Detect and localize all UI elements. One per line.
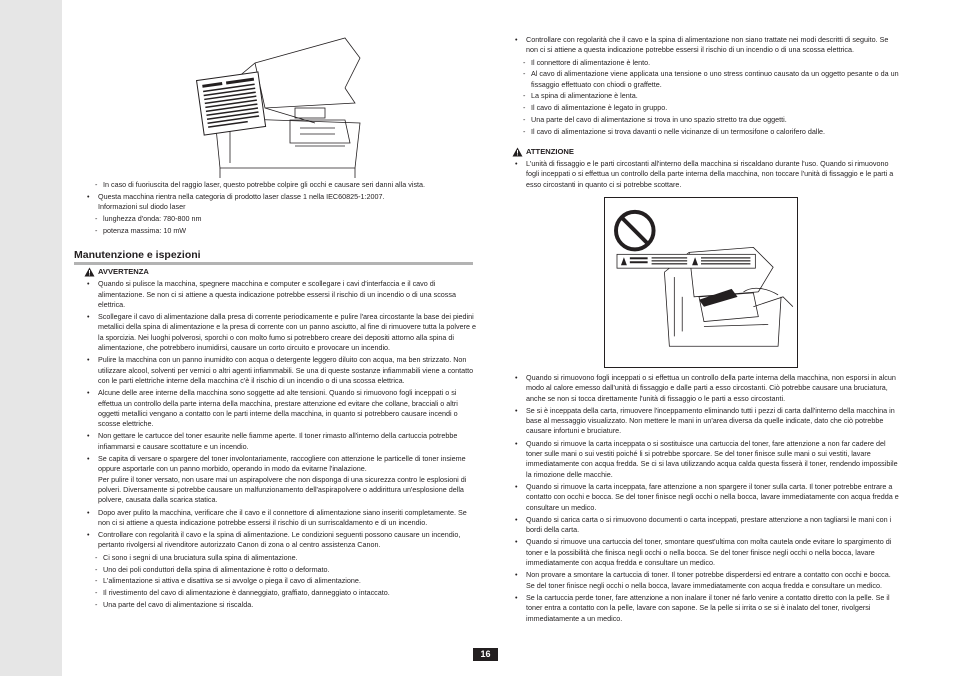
section-title: Manutenzione e ispezioni <box>74 249 473 265</box>
page-number: 16 <box>473 648 498 661</box>
condition-item: - La spina di alimentazione è lenta. <box>512 91 900 101</box>
list-item: • Controllare con regolarità che il cavo e la spina di alimentazione non siano trattate nei modi descritti di seguito. Se non ci si attiene a questa indicazione potrebbe essersi il rischio di un incendio o di una scossa elettrica. <box>512 35 900 56</box>
condition-item: - Il rivestimento del cavo di alimentazione è danneggiato, graffiato, danneggiato o intaccato. <box>84 588 476 598</box>
condition-item: - Al cavo di alimentazione viene applicata una tensione o uno stress continuo causato da un oggetto pesante o da un fissaggio effettuato con chiodi o graffette. <box>512 69 900 90</box>
laser-info-sub: - In caso di fuoriuscita del raggio laser, questo potrebbe colpire gli occhi e causare seri danni alla vista. <box>84 180 474 190</box>
condition-item: - Il cavo di alimentazione è legato in gruppo. <box>512 103 900 113</box>
cable-check-list <box>512 35 900 137</box>
warning-triangle-icon <box>84 267 95 277</box>
condition-item: - Una parte del cavo di alimentazione si riscalda. <box>84 600 476 610</box>
laser-power: - potenza massima: 10 mW <box>84 226 474 236</box>
condition-item: - Il cavo di alimentazione si trova davanti o nelle vicinanze di un termosifone o calorifero dalle. <box>512 127 900 137</box>
list-item: • Quando si rimuovono fogli inceppati o si effettua un controllo della parte interna della macchina, non esporsi in alcun modo al calore emesso dall'unità di fissaggio e dalle parti a esso circostanti. Ciò potrebbe causare una bruciatura, anche se non si tocca direttamente l'unità di fissaggio o le parti a esso circostanti. <box>512 373 900 404</box>
laser-wavelength: - lunghezza d'onda: 780-800 nm <box>84 214 474 224</box>
caution-section <box>512 373 900 626</box>
page-margin-band <box>0 0 62 676</box>
warning-list <box>84 279 476 610</box>
list-item: • Scollegare il cavo di alimentazione dalla presa di corrente periodicamente e pulire l'area circostante la base dei piedini metallici della spina di alimentazione e la presa di corrente con un panno asciutto, al fine di rimuovere tutta la polvere e la sporcizia. Nei luoghi polverosi, sporchi o con molto fumo si potrebbero creare dei depositi attorno alla spina di alimentazione, che potrebbero inumidirsi, causare un corto circuito e provocare un incendio. <box>84 312 476 353</box>
left-column <box>84 180 474 238</box>
caution-list <box>512 373 900 624</box>
list-item: • Quando si pulisce la macchina, spegnere macchina e computer e scollegare i cavi d'interfaccia e il cavo di alimentazione. Se non ci si attiene a questa indicazione potrebbe essersi il rischio di un incendio o di una scossa elettrica. <box>84 279 476 310</box>
caution-label: ATTENZIONE <box>526 146 574 156</box>
list-item: • Se capita di versare o spargere del toner involontariamente, raccogliere con attenzione le particelle di toner insieme oppure asportarle con un panno morbido, operando in modo da evitarne l'inalazione. Per pulire il toner versato, non usare mai un aspirapolvere che non disponga di una sicurezza contro le esplosioni di polveri. Diversamente si potrebbe causare un malfunzionamento dell'aspirapolvere o addirittura un'esplosione della polvere, causata dalla scarica statica. <box>84 454 476 505</box>
caution-intro-list <box>512 159 900 190</box>
list-item: • Pulire la macchina con un panno inumidito con acqua o detergente leggero diluito con acqua, ma ben strizzato. Non utilizzare alcool, solventi per vernici o altri agenti infiammabili. Se una di queste sostanze infiammabili viene a contatto con le parti elettriche interne della macchina c'è il rischio di un incendio o di una scossa elettrica. <box>84 355 476 386</box>
list-item: • Controllare con regolarità il cavo e la spina di alimentazione. Le condizioni seguenti possono causare un incendio, pertanto rivolgersi al rivenditore autorizzato Canon di zona o al centro assistenza Canon. <box>84 530 476 551</box>
right-column <box>512 35 900 192</box>
list-item: • Quando si rimuove la carta inceppata, fare attenzione a non spargere il toner sulla carta. Il toner potrebbe entrare a contatto con occhi e bocca. Se del toner finisce negli occhi o nella bocca, lavare immediatamente con acqua fredda e consultare un medico. <box>512 482 900 513</box>
laser-info-list <box>84 180 474 236</box>
fixing-unit-prohibition-illustration <box>604 197 798 368</box>
condition-item: - Una parte del cavo di alimentazione si trova in uno spazio stretto tra due oggetti. <box>512 115 900 125</box>
condition-item: - Ci sono i segni di una bruciatura sulla spina di alimentazione. <box>84 553 476 563</box>
list-item: • Quando si rimuove una cartuccia del toner, smontare quest'ultima con molta cautela onde evitare lo spargimento di toner e la possibilità che finisca negli occhi o nella bocca. Se del toner finisce negli occhi o nella bocca, lavare immediatamente con acqua fredda e consultare un medico. <box>512 537 900 568</box>
list-item: • Quando si rimuove la carta inceppata o si sostituisce una cartuccia del toner, fare attenzione a non far cadere del toner sulle mani o sui vestiti poiché li si potrebbe sporcare. Se del toner finisce sulle mani o sui vestiti, lavare immediatamente con acqua fredda. Se ci si lava utilizzando acqua calda questa fisserà il toner, rendendo impossibile la rimozione delle macchie. <box>512 439 900 480</box>
warning-heading <box>84 267 476 277</box>
caution-heading <box>512 147 900 157</box>
caution-triangle-icon <box>512 147 523 157</box>
list-item: • Se si è inceppata della carta, rimuovere l'inceppamento eliminando tutti i pezzi di carta dall'interno della macchina in base al messaggio visualizzato. Non mettere le mani in un'area diversa da quelle indicate, dato che ciò potrebbe causare infortuni e bruciature. <box>512 406 900 437</box>
list-item: • Dopo aver pulito la macchina, verificare che il cavo e il connettore di alimentazione siano inseriti completamente. Se non ci si attiene a questa indicazione potrebbe essersi il rischio di un surriscaldamento e di un incendio. <box>84 508 476 529</box>
list-item: • Non provare a smontare la cartuccia di toner. Il toner potrebbe disperdersi ed entrare a contatto con occhi e bocca. Se del toner finisce negli occhi o nella bocca, lavare immediatamente con acqua fredda e consultare un medico. <box>512 570 900 591</box>
condition-item: - Uno dei poli conduttori della spina di alimentazione è rotto o deformato. <box>84 565 476 575</box>
list-item: • Quando si carica carta o si rimuovono documenti o carta inceppati, prestare attenzione a non tagliarsi le mani con i bordi della carta. <box>512 515 900 536</box>
laser-info-bullet: • Questa macchina rientra nella categoria di prodotto laser classe 1 nella IEC60825-1:2007. Informazioni sul diodo laser <box>84 192 474 213</box>
maintenance-section <box>84 267 476 612</box>
list-item: • Alcune delle aree interne della macchina sono soggette ad alte tensioni. Quando si rimuovono fogli inceppati o si effettua un controllo della parte interna della macchina, prestare attenzione ed evitare che collane, braccialі o altri oggetti metallici vengano a contatto con le parti interne della macchina, in quanto si potrebbero causare incendi o scosse elettriche. <box>84 388 476 429</box>
list-item: • Non gettare le cartucce del toner esaurite nelle fiamme aperte. Il toner rimasto all'interno della cartuccia potrebbe infiammarsi e causare scottature e un incendio. <box>84 431 476 452</box>
list-item: • L'unità di fissaggio e le parti circostanti all'interno della macchina si riscaldano durante l'uso. Quando si rimuovono fogli inceppati o si effettua un controllo della parte interna della macchina, non toccare l'unità di fissaggio e le parti a esso circostanti in quanto ci si potrebbe scottare. <box>512 159 900 190</box>
condition-item: - L'alimentazione si attiva e disattiva se si avvolge o piega il cavo di alimentazione. <box>84 576 476 586</box>
condition-item: - Il connettore di alimentazione è lento. <box>512 58 900 68</box>
list-item: • Se la cartuccia perde toner, fare attenzione a non inalare il toner né farlo venire a contatto diretto con la pelle. Se il toner entra a contatto con la pelle, lavare con sapone. Se la pelle si irrita o se si è inalato del toner, rivolgersi immediatamente a un medico. <box>512 593 900 624</box>
printer-laser-label-illustration <box>195 28 367 178</box>
warning-label: AVVERTENZA <box>98 267 149 276</box>
